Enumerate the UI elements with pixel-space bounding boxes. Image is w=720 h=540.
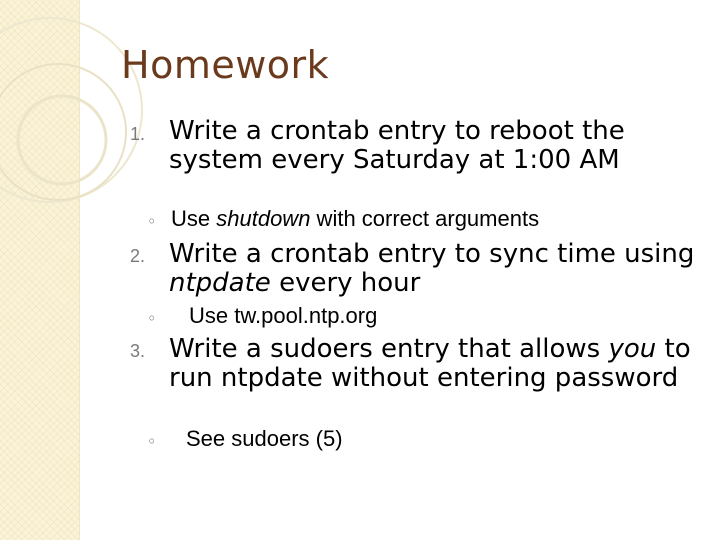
sub-bullet-2-marker: ◦ xyxy=(147,309,157,328)
sub-bullet-1-marker: ◦ xyxy=(147,212,157,231)
sub-item-1-command: shutdown xyxy=(216,206,311,231)
list-item-2-text-a: Write a crontab entry to sync time using xyxy=(169,239,695,269)
list-number-2: 2. xyxy=(130,246,146,266)
sub-item-2 xyxy=(189,303,377,329)
list-item-3-text-a: Write a sudoers entry that allows xyxy=(169,334,609,364)
sub-item-1-suffix: with correct arguments xyxy=(310,206,540,231)
list-item-2-command: ntpdate xyxy=(169,268,271,298)
sub-item-1 xyxy=(171,206,539,232)
list-number-1: 1. xyxy=(130,124,146,144)
list-item-1 xyxy=(169,117,709,175)
list-item-3 xyxy=(169,335,709,393)
sub-item-2-text: Use tw.pool.ntp.org xyxy=(189,303,378,328)
sub-bullet-3-marker: ◦ xyxy=(147,432,157,451)
sub-item-3 xyxy=(186,426,343,452)
sub-item-1-prefix: Use xyxy=(171,206,217,231)
slide-title: Homework xyxy=(121,43,330,87)
list-item-3-text-b: to run ntpdate without entering password xyxy=(169,334,691,393)
list-item-1-text: Write a crontab entry to reboot the system every Saturday at 1:00 AM xyxy=(169,116,625,175)
list-item-3-emphasis: you xyxy=(608,334,657,364)
list-item-2-text-b: every hour xyxy=(270,268,421,298)
sub-item-3-text: See sudoers (5) xyxy=(186,426,343,451)
list-item-2 xyxy=(169,240,709,298)
list-number-3: 3. xyxy=(130,341,146,361)
decorative-rings xyxy=(0,0,200,220)
